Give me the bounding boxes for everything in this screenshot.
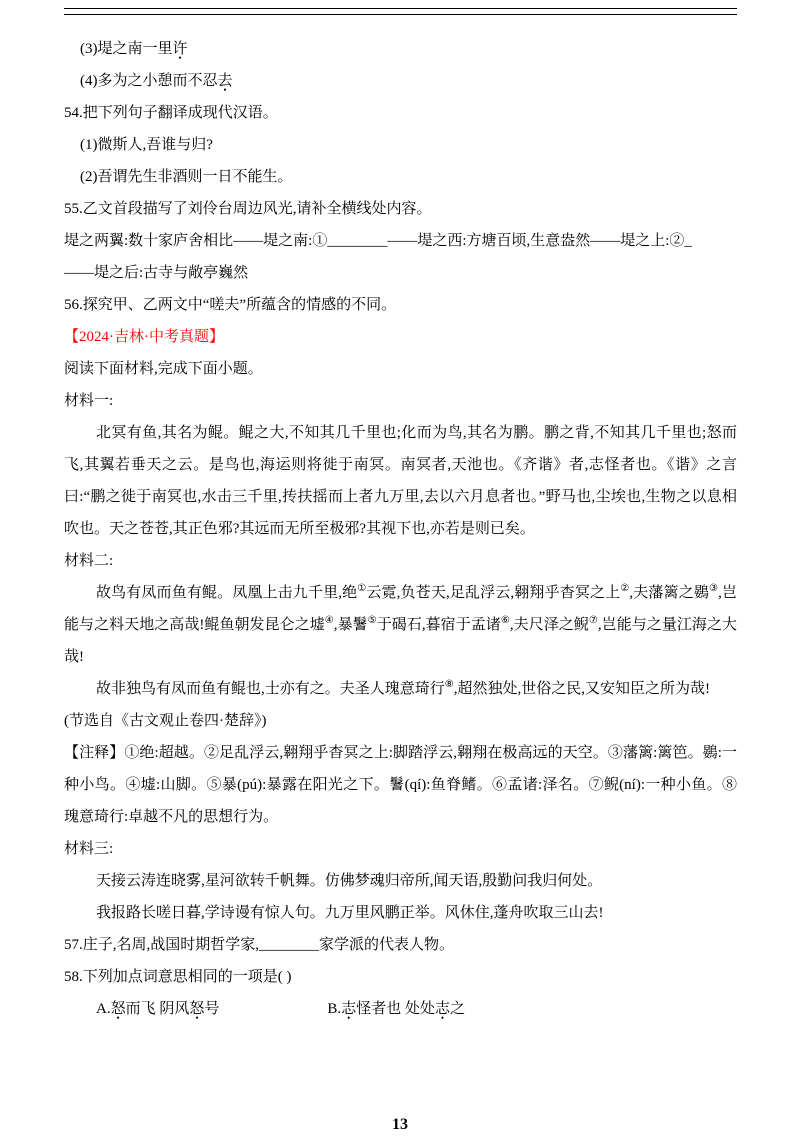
text-segment: ④ <box>324 615 334 626</box>
text-segment: 材料二: <box>64 553 114 569</box>
source-note <box>64 705 737 737</box>
text-segment: ⑥ <box>500 615 510 626</box>
emphasized-char: 怒 <box>110 1001 126 1017</box>
text-segment: 堤之两翼:数十家庐舍相比——堤之南:①________——堤之西:方塘百顷,生意盎然——堤之上:②_ <box>64 233 692 249</box>
question-58 <box>64 961 737 993</box>
text-segment: 54.把下列句子翻译成现代汉语。 <box>64 105 278 121</box>
question-58-options <box>64 993 737 1025</box>
text-segment: 处处 <box>404 1001 435 1017</box>
text-segment: ,岂能与之料天地之高哉!鲲鱼朝发昆仑之墟 <box>64 585 737 633</box>
text-segment: 56.探究甲、乙两文中“嗟夫”所蕴含的情感的不同。 <box>64 297 397 313</box>
text-segment: ,超然独处,世俗之民,又安知臣之所为哉! <box>453 681 710 697</box>
text-segment: 阴风 <box>159 1001 190 1017</box>
text-segment: 天接云涛连晓雾,星河欲转千帆舞。仿佛梦魂归帝所,闻天语,殷勤问我归何处。 <box>96 873 603 889</box>
question-56 <box>64 289 737 321</box>
text-segment: ⑦ <box>588 615 598 626</box>
text-segment: ③ <box>708 583 719 594</box>
text-segment: 于碣石,暮宿于孟诸 <box>376 617 501 633</box>
q55-blank-line-2 <box>64 257 737 289</box>
text-segment: 我报路长嗟日暮,学诗谩有惊人句。九万里风鹏正举。风休住,蓬舟吹取三山去! <box>96 905 604 921</box>
text-segment: ⑧ <box>444 679 454 690</box>
material-1-text <box>64 417 737 545</box>
item-54-2 <box>64 161 737 193</box>
document-page <box>0 8 800 1025</box>
annotations <box>64 737 737 833</box>
emphasized-char: 志 <box>434 1001 450 1017</box>
text-segment: 号 <box>204 1001 220 1017</box>
text-segment: ,岂能与之量江海之大哉! <box>64 617 738 665</box>
text-segment: 【注释】①绝:超越。②足乱浮云,翱翔乎杳冥之上:脚踏浮云,翱翔在极高远的天空。③藩篱:篱笆。鷃:一种小鸟。④墟:山脚。⑤暴(pú):暴露在阳光之下。鬐(qí):鱼脊鳍。⑥孟诸:泽名。⑦鲵(ní):一种小鱼。⑧瑰意琦行:卓越不凡的思想行为。 <box>64 745 737 825</box>
text-segment: ① <box>357 583 367 594</box>
material-3-line-1 <box>64 865 737 897</box>
text-segment: A. <box>96 1001 111 1017</box>
material-2-text-2 <box>64 673 737 705</box>
text-segment: (2)吾谓先生非酒则一日不能生。 <box>80 169 293 185</box>
text-segment: 【2024·吉林·中考真题】 <box>64 329 224 345</box>
emphasized-char: 许 <box>172 41 188 57</box>
text-segment: (1)微斯人,吾谁与归? <box>80 137 213 153</box>
text-segment: ,夫藩篱之鷃 <box>629 585 709 601</box>
text-segment: 55.乙文首段描写了刘伶台周边风光,请补全横线处内容。 <box>64 201 432 217</box>
item-4 <box>64 65 737 97</box>
material-3-line-2 <box>64 897 737 929</box>
text-segment: ——堤之后:古寺与敞亭巍然 <box>64 265 249 281</box>
text-segment: 而飞 <box>125 1001 156 1017</box>
text-segment: 怪者也 <box>356 1001 402 1017</box>
text-segment: 材料一: <box>64 393 114 409</box>
text-segment: (节选自《古文观止卷四·楚辞》) <box>64 713 267 729</box>
material-1-label <box>64 385 737 417</box>
question-54 <box>64 97 737 129</box>
item-3 <box>64 33 737 65</box>
text-segment: 云霓,负苍天,足乱浮云,翱翔乎杳冥之上 <box>366 585 621 601</box>
question-55 <box>64 193 737 225</box>
text-segment: B. <box>327 1001 342 1017</box>
material-3-label <box>64 833 737 865</box>
material-2-label <box>64 545 737 577</box>
exam-source-header <box>64 321 737 353</box>
text-segment: ⑤ <box>367 615 377 626</box>
text-segment: ,暴鬐 <box>333 617 368 633</box>
header-rule <box>64 8 737 15</box>
emphasized-char: 志 <box>341 1001 357 1017</box>
emphasized-char: 怒 <box>189 1001 205 1017</box>
text-segment: 57.庄子,名周,战国时期哲学家,________家学派的代表人物。 <box>64 937 455 953</box>
text-segment: 故鸟有凤而鱼有鲲。凤凰上击九千里,绝 <box>96 585 358 601</box>
text-segment: 材料三: <box>64 841 114 857</box>
text-segment: 58.下列加点词意思相同的一项是( ) <box>64 969 292 985</box>
text-segment: (3)堤之南一里 <box>80 41 173 57</box>
text-segment: 之 <box>450 1001 466 1017</box>
text-segment: ② <box>620 583 630 594</box>
text-segment: 故非独鸟有凤而鱼有鲲也,士亦有之。夫圣人瑰意琦行 <box>96 681 445 697</box>
page-number: 13 <box>392 1116 408 1133</box>
question-57 <box>64 929 737 961</box>
q55-blank-line-1 <box>64 225 737 257</box>
text-segment: 阅读下面材料,完成下面小题。 <box>64 361 263 377</box>
reading-instruction <box>64 353 737 385</box>
text-segment: (4)多为之小憩而不忍 <box>80 73 218 89</box>
text-segment: ,夫尺泽之鲵 <box>509 617 589 633</box>
material-2-text-1 <box>64 577 737 673</box>
text-segment: 北冥有鱼,其名为鲲。鲲之大,不知其几千里也;化而为鸟,其名为鹏。鹏之背,不知其几千里也;怒而飞,其翼若垂天之云。是鸟也,海运则将徙于南冥。南冥者,天池也。《齐谐》者,志怪者也。《谐》之言曰:“鹏之徙于南冥也,水击三千里,抟扶摇而上者九万里,去以六月息者也。”野马也,尘埃也,生物之以息相吹也。天之苍苍,其正色邪?其远而无所至极邪?其视下也,亦若是则已矣。 <box>64 425 737 537</box>
emphasized-char: 去 <box>217 73 233 89</box>
document-body <box>64 33 737 1025</box>
item-54-1 <box>64 129 737 161</box>
